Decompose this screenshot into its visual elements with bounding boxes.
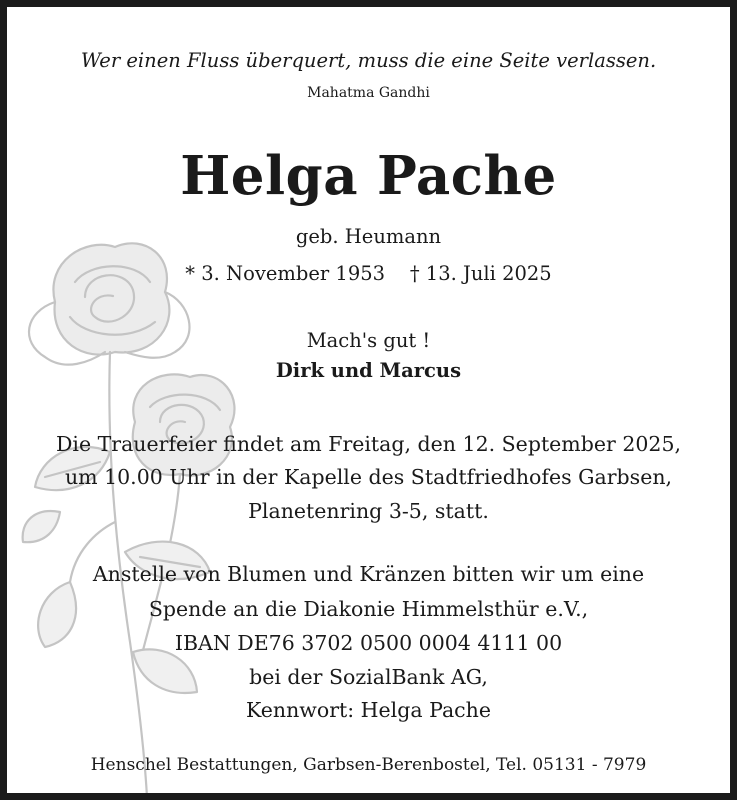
donation-line: Spende an die Diakonie Himmelsthür e.V.,: [148, 597, 589, 621]
donation-keyword: Kennwort: Helga Pache: [246, 698, 491, 722]
funeral-home-footer: Henschel Bestattungen, Garbsen-Berenbostel, Tel. 05131 - 7979: [90, 755, 647, 775]
birth-date: * 3. November 1953: [185, 262, 386, 285]
ceremony-line: Planetenring 3-5, statt.: [248, 499, 489, 523]
life-dates: [7, 262, 730, 285]
ceremony-line: Die Trauerfeier findet am Freitag, den 12. September 2025,: [55, 432, 682, 456]
birth-name: geb. Heumann: [295, 225, 442, 248]
quote-text: Wer einen Fluss überquert, muss die eine Seite verlassen.: [80, 49, 657, 72]
donation-line: Anstelle von Blumen und Kränzen bitten wir um eine: [92, 562, 645, 586]
donation-line: bei der SozialBank AG,: [249, 665, 488, 689]
farewell-message: Mach's gut !: [306, 329, 431, 352]
donation-iban: IBAN DE76 3702 0500 0004 4111 00: [174, 631, 563, 655]
deceased-name: Helga Pache: [180, 145, 557, 207]
quote-author: Mahatma Gandhi: [307, 85, 430, 101]
ceremony-line: um 10.00 Uhr in der Kapelle des Stadtfriedhofes Garbsen,: [64, 465, 673, 489]
signers: Dirk und Marcus: [275, 359, 462, 382]
death-date: † 13. Juli 2025: [409, 262, 552, 285]
